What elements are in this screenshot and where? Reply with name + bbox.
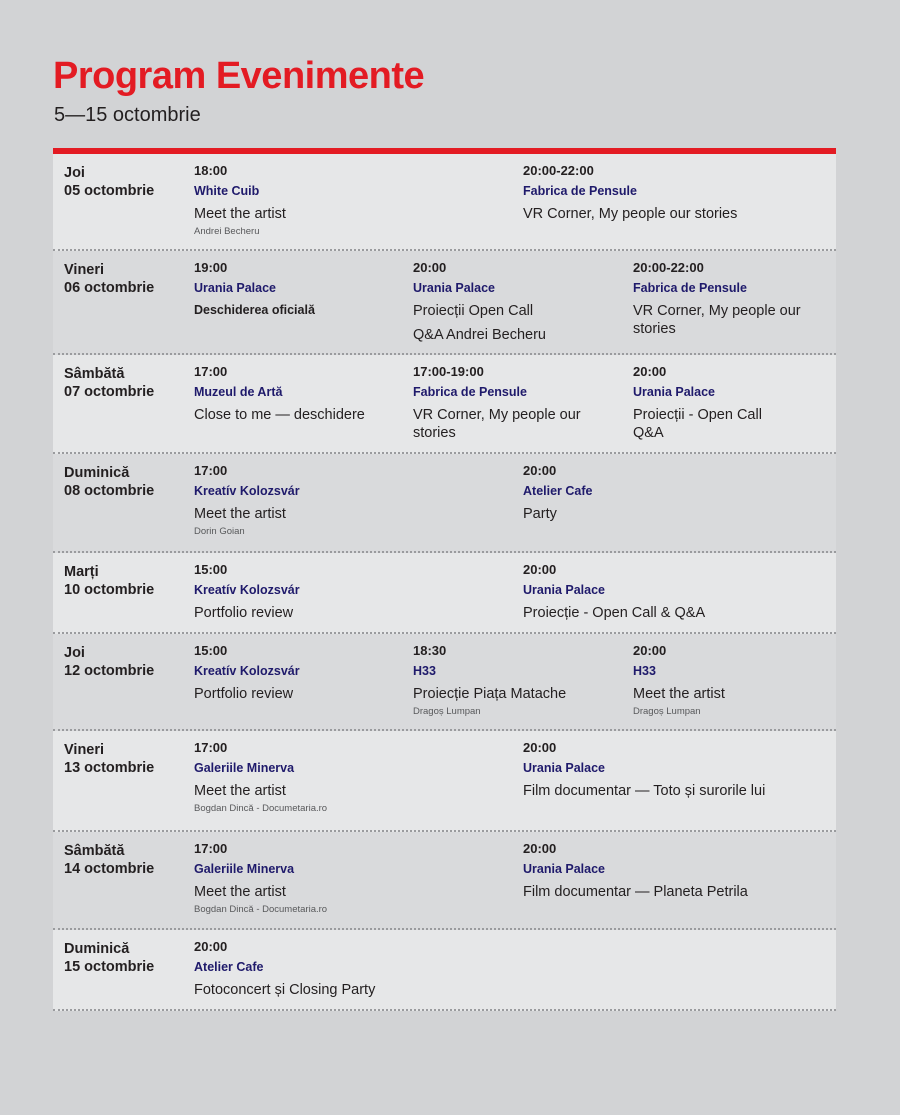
event-item [194, 463, 300, 538]
day-row-10 [53, 553, 836, 634]
day-row-08 [53, 454, 836, 553]
date: 15 octombrie [64, 959, 155, 975]
event-time: 15:00 [194, 562, 228, 577]
event-description-line2: Q&A Andrei Becheru [413, 327, 546, 343]
event-item [633, 643, 725, 718]
event-venue: Urania Palace [523, 583, 605, 597]
event-item [633, 260, 818, 338]
event-venue: Fabrica de Pensule [523, 184, 637, 198]
weekday: Vineri [64, 742, 105, 758]
day-row-12 [53, 634, 836, 731]
event-time: 20:00 [523, 463, 557, 478]
event-item [194, 163, 286, 238]
day-row-13 [53, 731, 836, 832]
event-description: Proiecții Open Call [413, 303, 534, 319]
event-time: 17:00-19:00 [413, 364, 484, 379]
event-venue: Galeriile Minerva [194, 761, 295, 775]
event-venue: H33 [633, 664, 656, 678]
page-title: Program Evenimente [53, 55, 425, 97]
weekday: Joi [64, 645, 85, 661]
day-label [64, 563, 154, 599]
event-time: 20:00 [633, 364, 667, 379]
event-time: 17:00 [194, 463, 228, 478]
day-label [64, 261, 154, 297]
event-description: Meet the artist [194, 783, 286, 799]
event-time: 20:00 [523, 841, 557, 856]
event-venue: Kreatív Kolozsvár [194, 583, 300, 597]
day-row-14 [53, 832, 836, 930]
date: 10 octombrie [64, 582, 155, 598]
day-row-15 [53, 930, 836, 1011]
date: 08 octombrie [64, 483, 155, 499]
event-venue: White Cuib [194, 184, 260, 198]
event-venue: H33 [413, 664, 436, 678]
event-item [194, 939, 375, 999]
day-label [64, 741, 154, 777]
event-description: Close to me — deschidere [194, 407, 365, 423]
day-row-07 [53, 355, 836, 454]
day-label [64, 940, 154, 976]
event-credit: Dragoș Lumpan [413, 706, 481, 717]
event-item [194, 841, 327, 916]
event-time: 20:00-22:00 [523, 163, 594, 178]
event-venue: Urania Palace [523, 761, 605, 775]
event-item [523, 740, 765, 800]
day-label [64, 164, 154, 200]
event-item [523, 841, 748, 901]
event-venue: Urania Palace [194, 281, 276, 295]
event-description: VR Corner, My people our stories [633, 303, 801, 337]
event-item [523, 562, 705, 622]
event-credit: Dorin Goian [194, 526, 245, 537]
date: 12 octombrie [64, 663, 155, 679]
date: 07 octombrie [64, 384, 155, 400]
weekday: Duminică [64, 465, 130, 481]
event-item [523, 163, 737, 223]
event-time: 17:00 [194, 364, 228, 379]
day-label [64, 842, 154, 878]
event-description: Film documentar — Planeta Petrila [523, 884, 748, 900]
event-time: 20:00 [633, 643, 667, 658]
event-venue: Urania Palace [413, 281, 495, 295]
event-credit: Andrei Becheru [194, 226, 260, 237]
event-description: Meet the artist [194, 506, 286, 522]
event-item [194, 643, 300, 703]
event-description: Proiecție - Open Call & Q&A [523, 605, 706, 621]
day-row-05 [53, 154, 836, 251]
event-description: Meet the artist [633, 686, 725, 702]
event-venue: Kreatív Kolozsvár [194, 484, 300, 498]
weekday: Vineri [64, 262, 105, 278]
date: 05 octombrie [64, 183, 155, 199]
event-credit: Bogdan Dincă - Documetaria.ro [194, 904, 328, 915]
event-venue: Fabrica de Pensule [413, 385, 527, 399]
event-time: 18:00 [194, 163, 228, 178]
event-time: 18:30 [413, 643, 447, 658]
event-description: VR Corner, My people our stories [523, 206, 738, 222]
day-label [64, 644, 154, 680]
event-item [523, 463, 592, 523]
event-description: Proiecție Piața Matache [413, 686, 567, 702]
event-description: Deschiderea oficială [194, 303, 315, 317]
event-venue: Muzeul de Artă [194, 385, 283, 399]
event-schedule [53, 154, 836, 1011]
event-item [194, 260, 315, 319]
event-item [413, 643, 566, 718]
weekday: Marți [64, 564, 99, 580]
event-time: 20:00 [523, 562, 557, 577]
event-venue: Urania Palace [523, 862, 605, 876]
event-description: Fotoconcert și Closing Party [194, 982, 376, 998]
event-venue: Fabrica de Pensule [633, 281, 747, 295]
event-time: 20:00 [523, 740, 557, 755]
event-venue: Urania Palace [633, 385, 715, 399]
event-item [413, 260, 546, 344]
day-row-06 [53, 251, 836, 355]
event-description: Portfolio review [194, 605, 294, 621]
event-time: 20:00 [194, 939, 228, 954]
event-time: 20:00 [413, 260, 447, 275]
event-item [194, 364, 365, 424]
event-item [194, 740, 327, 815]
event-time: 15:00 [194, 643, 228, 658]
event-credit: Dragoș Lumpan [633, 706, 701, 717]
event-venue: Kreatív Kolozsvár [194, 664, 300, 678]
event-description: Film documentar — Toto și surorile lui [523, 783, 766, 799]
weekday: Duminică [64, 941, 130, 957]
date: 06 octombrie [64, 280, 155, 296]
weekday: Sâmbătă [64, 843, 125, 859]
date-range-subtitle: 5—15 octombrie [54, 104, 201, 126]
event-description: Party [523, 506, 557, 522]
date: 14 octombrie [64, 861, 155, 877]
event-description: Proiecții - Open Call Q&A [633, 407, 762, 441]
event-time: 19:00 [194, 260, 228, 275]
event-description: Portfolio review [194, 686, 294, 702]
event-item [413, 364, 598, 442]
event-credit: Bogdan Dincă - Documetaria.ro [194, 803, 328, 814]
event-item [194, 562, 300, 622]
event-description: VR Corner, My people our stories [413, 407, 581, 441]
event-venue: Atelier Cafe [194, 960, 264, 974]
event-description: Meet the artist [194, 884, 286, 900]
event-description: Meet the artist [194, 206, 286, 222]
weekday: Sâmbătă [64, 366, 125, 382]
event-item [633, 364, 783, 442]
event-venue: Galeriile Minerva [194, 862, 295, 876]
event-venue: Atelier Cafe [523, 484, 593, 498]
event-time: 17:00 [194, 740, 228, 755]
day-label [64, 464, 154, 500]
day-label [64, 365, 154, 401]
event-time: 17:00 [194, 841, 228, 856]
date: 13 octombrie [64, 760, 155, 776]
event-time: 20:00-22:00 [633, 260, 704, 275]
weekday: Joi [64, 165, 85, 181]
